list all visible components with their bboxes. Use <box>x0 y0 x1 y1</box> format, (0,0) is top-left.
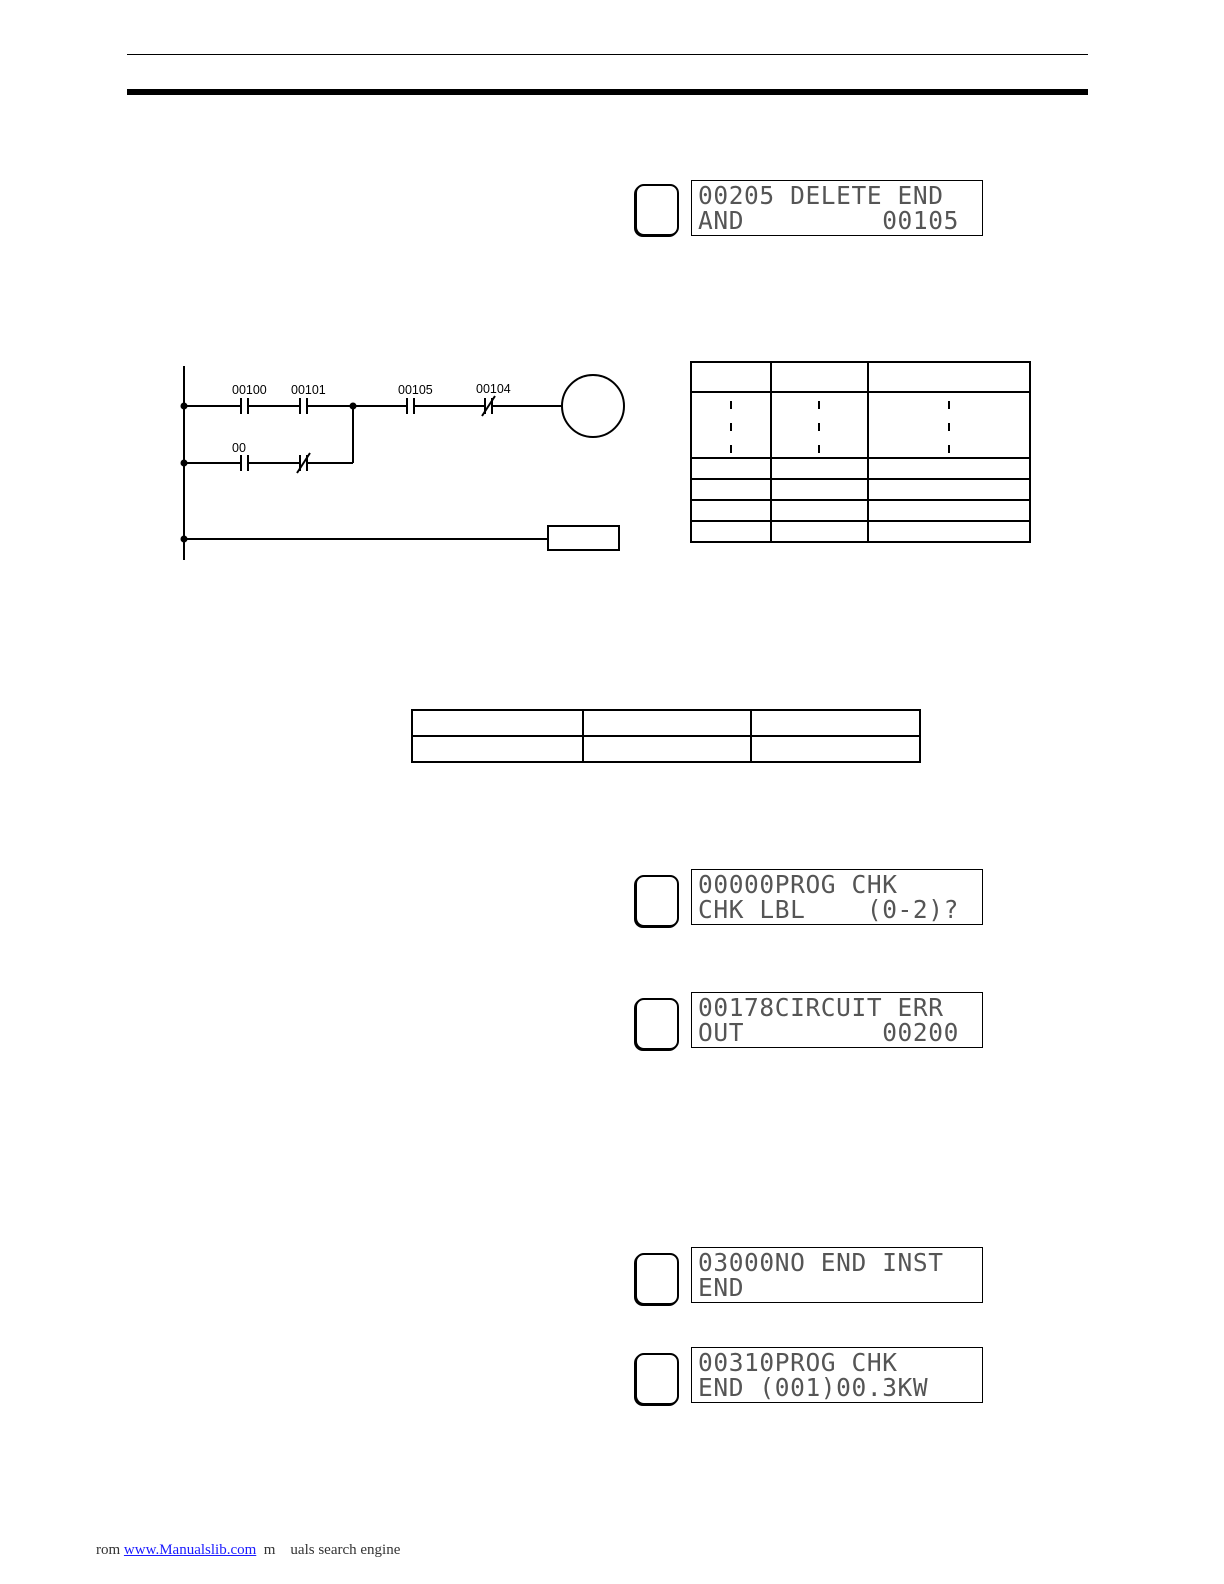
mnemonic-table <box>690 361 1031 543</box>
lcd-line-1: 00205 DELETE END <box>698 181 944 210</box>
console-key <box>635 184 679 236</box>
console-key <box>635 1353 679 1405</box>
contact-label: 00101 <box>291 383 326 397</box>
table-row <box>691 392 1030 458</box>
contact-label: 00105 <box>398 383 433 397</box>
console-key <box>635 1253 679 1305</box>
contact-label: 00104 <box>476 382 511 396</box>
contact-label: 00100 <box>232 383 267 397</box>
header-rule-thin <box>127 54 1088 55</box>
console-key <box>635 998 679 1050</box>
table-row <box>691 479 1030 500</box>
footer-prefix: rom <box>96 1542 124 1558</box>
ladder-diagram <box>170 360 650 565</box>
footer-suffix: m uals search engine <box>256 1542 401 1558</box>
lcd-line-2: END <box>698 1273 745 1302</box>
lcd-display <box>691 869 983 925</box>
lcd-display <box>691 180 983 236</box>
lcd-display <box>691 992 983 1048</box>
manualslib-link[interactable]: www.Manualslib.com <box>123 1542 257 1558</box>
lcd-line-1: 00310PROG CHK <box>698 1348 898 1377</box>
console-key <box>635 875 679 927</box>
lcd-line-1: 00178CIRCUIT ERR <box>698 993 944 1022</box>
table-row <box>691 500 1030 521</box>
table-header-row <box>412 710 920 736</box>
table-row <box>691 458 1030 479</box>
lcd-line-1: 00000PROG CHK <box>698 870 898 899</box>
lcd-line-2: OUT 00200 <box>698 1018 959 1047</box>
lcd-display <box>691 1347 983 1403</box>
header-rule-thick <box>127 89 1088 95</box>
lcd-line-2: END (001)00.3KW <box>698 1373 929 1402</box>
check-level-table <box>411 709 921 763</box>
table-row <box>691 521 1030 542</box>
table-row <box>412 736 920 762</box>
lcd-line-2: CHK LBL (0-2)? <box>698 895 959 924</box>
footer <box>96 1542 400 1559</box>
table-header-row <box>691 362 1030 392</box>
lcd-line-1: 03000NO END INST <box>698 1248 944 1277</box>
lcd-display <box>691 1247 983 1303</box>
contact-label: 00 <box>232 441 246 455</box>
lcd-line-2: AND 00105 <box>698 206 959 235</box>
